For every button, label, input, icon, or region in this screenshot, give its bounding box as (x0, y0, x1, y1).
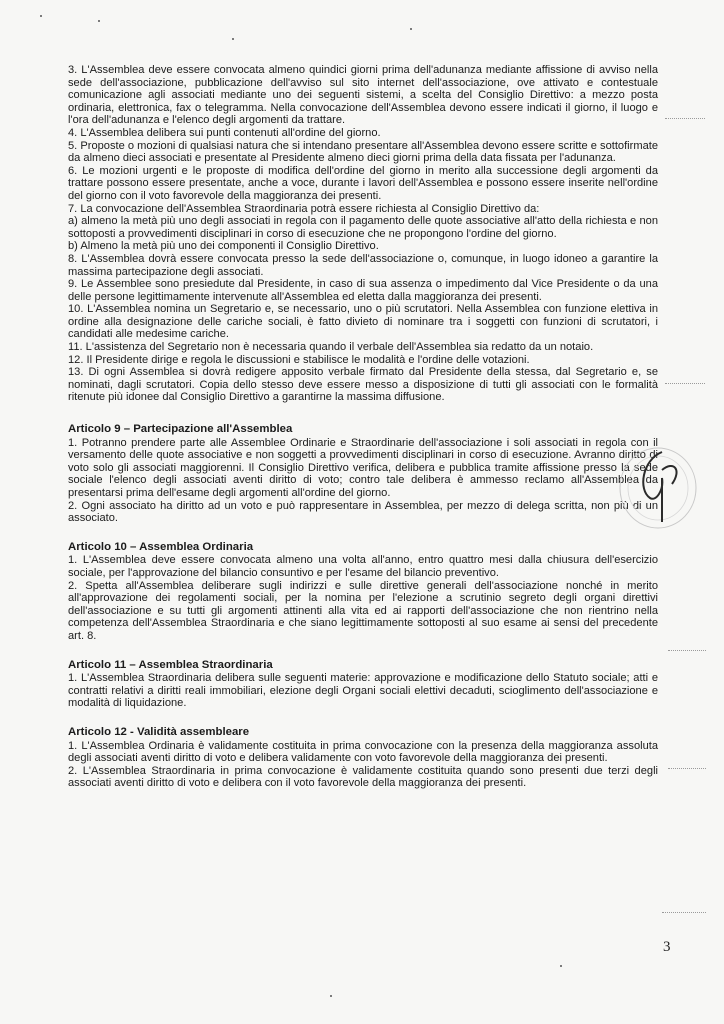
page-number: 3 (663, 939, 671, 955)
article-10-paragraph-2: 2. Spetta all'Assemblea deliberare sugli indirizzi e sulle direttive generali dell'associazione nonché in merito all'approvazione dei regolamenti sociali, per la nomina per l'elezione a scrutinio segreto degli organi direttivi dell'associazione e su tutti gli argomenti attinenti alla vita ed ai rapporti dell'associazione che non rientrino nella competenza dell'Assemblea Straordinaria e che siano legittimamente sottoposti al suo esame ai sensi del precedente art. 8. (68, 579, 658, 642)
signature-stamp (612, 440, 708, 540)
margin-mark (668, 768, 706, 770)
margin-mark (665, 118, 705, 120)
margin-mark (665, 383, 705, 385)
scan-speck (40, 15, 42, 17)
article-9-heading: Articolo 9 – Partecipazione all'Assemblea (68, 423, 293, 436)
margin-mark (662, 912, 706, 914)
article-9-paragraph-2: 2. Ogni associato ha diritto ad un voto e può rappresentare in Assemblea, per mezzo di delega scritta, non più di un associato. (68, 499, 658, 525)
paragraph-6: 6. Le mozioni urgenti e le proposte di modifica dell'ordine del giorno in merito alla successione degli argomenti da trattare possono essere presentate, anche a voce, durante i lavori dell'Assemblea e possono essere inserite nell'ordine del giorno con il voto favorevole della maggioranza dei presenti. (68, 164, 658, 202)
paragraph-3: 3. L'Assemblea deve essere convocata almeno quindici giorni prima dell'adunanza mediante affissione di avviso nella sede dell'associazione, pubblicazione dell'avviso sul sito internet dell'associazione, ove attivato e contestuale comunicazione agli associati mediante uno dei seguenti sistemi, a scelta del Consiglio Direttivo: a mezzo posta ordinaria, elettronica, fax o telegramma. Nella convocazione dell'Assemblea devono essere indicati il giorno, il luogo e l'ora dell'adunanza e l'elenco degli argomenti da trattare. (68, 64, 658, 127)
article-11-paragraph-1: 1. L'Assemblea Straordinaria delibera sulle seguenti materie: approvazione e modificazione dello Statuto sociale; atti e contratti relativi a diritti reali immobiliari, elezione degli Organi sociali elettivi decaduti, scioglimento dell'associazione e modalità di liquidazione. (68, 672, 658, 710)
paragraph-7a: a) almeno la metà più uno degli associati in regola con il pagamento delle quote associative all'atto della richiesta e non sottoposti a provvedimenti disciplinari in corso di esecuzione che ne propongono l'ordine del giorno. (68, 215, 658, 240)
article-12-paragraph-2: 2. L'Assemblea Straordinaria in prima convocazione è validamente costituita quando sono presenti due terzi degli associati aventi diritto di voto e delibera con il voto favorevole della maggioranza dei presenti. (68, 764, 658, 790)
document-body (68, 64, 658, 790)
paragraph-8: 8. L'Assemblea dovrà essere convocata presso la sede dell'associazione o, comunque, in luogo idoneo a garantire la massima partecipazione degli associati. (68, 252, 658, 278)
article-12-paragraph-1: 1. L'Assemblea Ordinaria è validamente costituita in prima convocazione con la presenza della maggioranza assoluta degli associati aventi diritto di voto e delibera validamente con voto favorevole della maggioranza dei presenti. (68, 739, 658, 765)
paragraph-5: 5. Proposte o mozioni di qualsiasi natura che si intendano presentare all'Assemblea devono essere scritte e sottofirmate da almeno dieci associati e presentate al Presidente almeno dieci giorni prima della data fissata per l'adunanza. (68, 139, 658, 165)
article-9-paragraph-1: 1. Potranno prendere parte alle Assemblee Ordinarie e Straordinarie dell'associazione i soli associati in regola con il versamento delle quote associative e non soggetti a provvedimenti disciplinari in corso di esecuzione. Avranno diritto di voto solo gli associati maggiorenni. Il Consiglio Direttivo verifica, delibera e pubblica tramite affissione presso la sede sociale l'elenco degli associati aventi diritto di voto; contro tale delibera è ammesso reclamo all'Assemblea da presentarsi prima dell'esame degli argomenti all'ordine del giorno. (68, 436, 658, 499)
article-12-heading: Articolo 12 - Validità assembleare (68, 725, 250, 738)
scan-speck (560, 965, 562, 967)
article-11-heading: Articolo 11 – Assemblea Straordinaria (68, 658, 273, 671)
article-10-paragraph-1: 1. L'Assemblea deve essere convocata almeno una volta all'anno, entro quattro mesi dalla chiusura dell'esercizio sociale, per l'approvazione del bilancio consuntivo e per l'esame del bilancio preventivo. (68, 554, 658, 579)
paragraph-4: 4. L'Assemblea delibera sui punti contenuti all'ordine del giorno. (68, 126, 381, 139)
scan-speck (98, 20, 100, 22)
paragraph-11: 11. L'assistenza del Segretario non è necessaria quando il verbale dell'Assemblea sia redatto da un notaio. (68, 341, 594, 354)
scan-speck (410, 28, 412, 30)
article-10-heading: Articolo 10 – Assemblea Ordinaria (68, 540, 254, 553)
paragraph-10: 10. L'Assemblea nomina un Segretario e, se necessario, uno o più scrutatori. Nella Assemblea con funzione elettiva in ordine alla designazione delle cariche sociali, è fatto divieto di nominare tra i soggetti con funzioni di scrutatori, i candidati alle medesime cariche. (68, 303, 658, 341)
paragraph-13: 13. Di ogni Assemblea si dovrà redigere apposito verbale firmato dal Presidente della stessa, dal Segretario e, se nominati, dagli scrutatori. Copia dello stesso deve essere messo a disposizione di tutti gli associati con le formalità ritenute più idonee dal Consiglio Direttivo a garantirne la massima diffusione. (68, 366, 658, 404)
paragraph-7: 7. La convocazione dell'Assemblea Straordinaria potrà essere richiesta al Consiglio Direttivo da: (68, 202, 540, 215)
scan-speck (232, 38, 234, 40)
paragraph-7b: b) Almeno la metà più uno dei componenti il Consiglio Direttivo. (68, 240, 379, 253)
paragraph-9: 9. Le Assemblee sono presiedute dal Presidente, in caso di sua assenza o impedimento dal Vice Presidente o da una delle persone legittimamente intervenute all'Assemblea ed eletta dalla maggioranza dei presenti. (68, 278, 658, 303)
paragraph-12: 12. Il Presidente dirige e regola le discussioni e stabilisce le modalità e l'ordine delle votazioni. (68, 353, 530, 366)
margin-mark (668, 650, 706, 652)
scan-speck (330, 995, 332, 997)
